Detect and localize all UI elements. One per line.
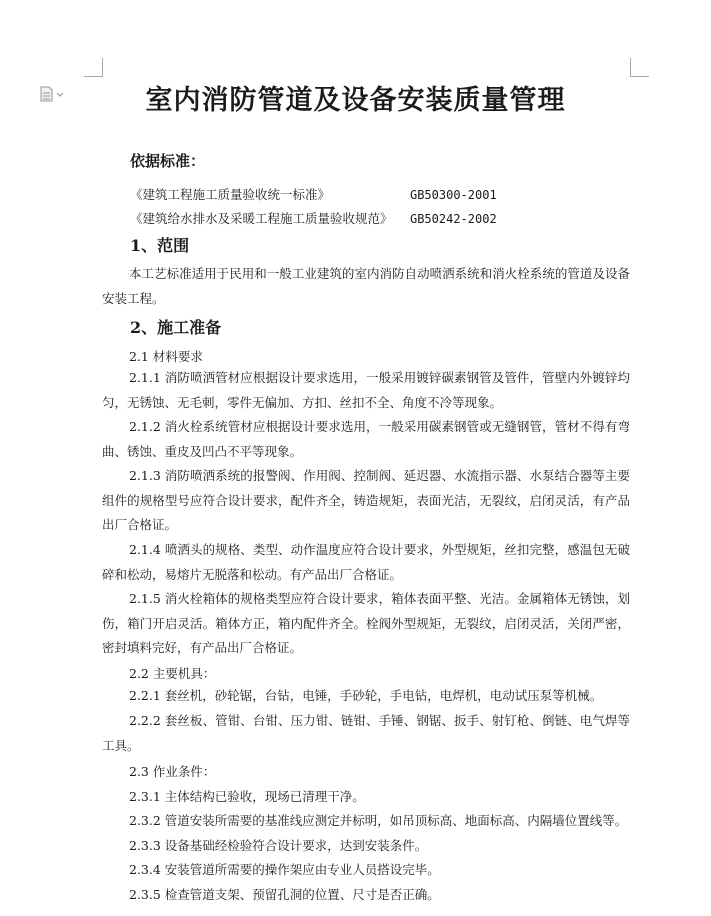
clause-paragraph: 2.2.1 套丝机，砂轮锯，台钻，电锤，手砂轮，手电钻，电焊机，电动试压泵等机械。: [129, 688, 603, 703]
standard-name: 《建筑工程施工质量验收统一标准》: [130, 187, 331, 202]
standard-code: GB50300-2001: [409, 188, 497, 202]
subsection-heading: 2.1 材料要求: [129, 349, 203, 364]
scope-paragraph: 本工艺标准适用于民用和一般工业建筑的室内消防自动喷洒系统和消火栓系统的管道及设备安装工程。: [102, 266, 630, 306]
clause-line: 2.3.4 安装管道所需要的操作架应由专业人员搭设完毕。: [129, 862, 440, 877]
clause-paragraph: 2.1.3 消防喷洒系统的报警阀、作用阀、控制阀、延迟器、水流指示器、水泵结合器等主要组件的规格型号应符合设计要求，配件齐全，铸造规矩，表面光洁，无裂纹，启闭灵活，有产品出厂合格证。: [102, 468, 630, 532]
clause-line: 2.3.1 主体结构已验收，现场已清理干净。: [129, 789, 365, 804]
subsection-heading: 2.3 作业条件：: [129, 764, 216, 779]
standard-row: [130, 185, 497, 203]
clause-paragraph: 2.2.2 套丝板、管钳、台钳、压力钳、链钳、手锤、钢锯、扳手、射钉枪、倒链、电气焊等工具。: [102, 713, 630, 753]
clause-line: 2.3.5 检查管道支架、预留孔洞的位置、尺寸是否正确。: [129, 887, 440, 902]
page-title: 室内消防管道及设备安装质量管理: [145, 85, 566, 116]
clause-line: 2.3.2 管道安装所需要的基准线应测定并标明，如吊顶标高、地面标高、内隔墙位置线等。: [129, 813, 628, 828]
clause-paragraph: 2.1.1 消防喷洒管材应根据设计要求选用，一般采用镀锌碳素钢管及管件，管壁内外镀锌均匀，无锈蚀、无毛刺，零件无偏加、方扣、丝扣不全、角度不冷等现象。: [102, 370, 630, 410]
section-heading-preparation: 2、施工准备: [130, 318, 222, 337]
crop-mark-top-right: [630, 58, 649, 77]
basis-heading: 依据标准：: [130, 152, 206, 170]
clause-line: 2.3.3 设备基础经检验符合设计要求，达到安装条件。: [129, 838, 428, 853]
clause-paragraph: 2.1.4 喷洒头的规格、类型、动作温度应符合设计要求，外型规矩，丝扣完整，感温包无破碎和松动，易熔片无脱落和松动。有产品出厂合格证。: [102, 542, 630, 582]
clause-paragraph: 2.1.5 消火栓箱体的规格类型应符合设计要求，箱体表面平整、光洁。金属箱体无锈蚀，划伤，箱门开启灵活。箱体方正，箱内配件齐全。栓阀外型规矩，无裂纹，启闭灵活，关闭严密，密封填料完好，有产品出厂合格证。: [102, 591, 630, 655]
clause-paragraph: 2.1.2 消火栓系统管材应根据设计要求选用，一般采用碳素钢管或无缝钢管，管材不得有弯曲、锈蚀、重皮及凹凸不平等现象。: [102, 419, 630, 459]
subsection-heading: 2.2 主要机具：: [129, 666, 216, 681]
standard-code: GB50242-2002: [409, 212, 497, 226]
crop-mark-top-left: [84, 58, 103, 77]
section-heading-scope: 1、范围: [130, 236, 190, 255]
standard-name: 《建筑给水排水及采暖工程施工质量验收规范》: [130, 211, 393, 226]
standard-row: [130, 209, 497, 227]
